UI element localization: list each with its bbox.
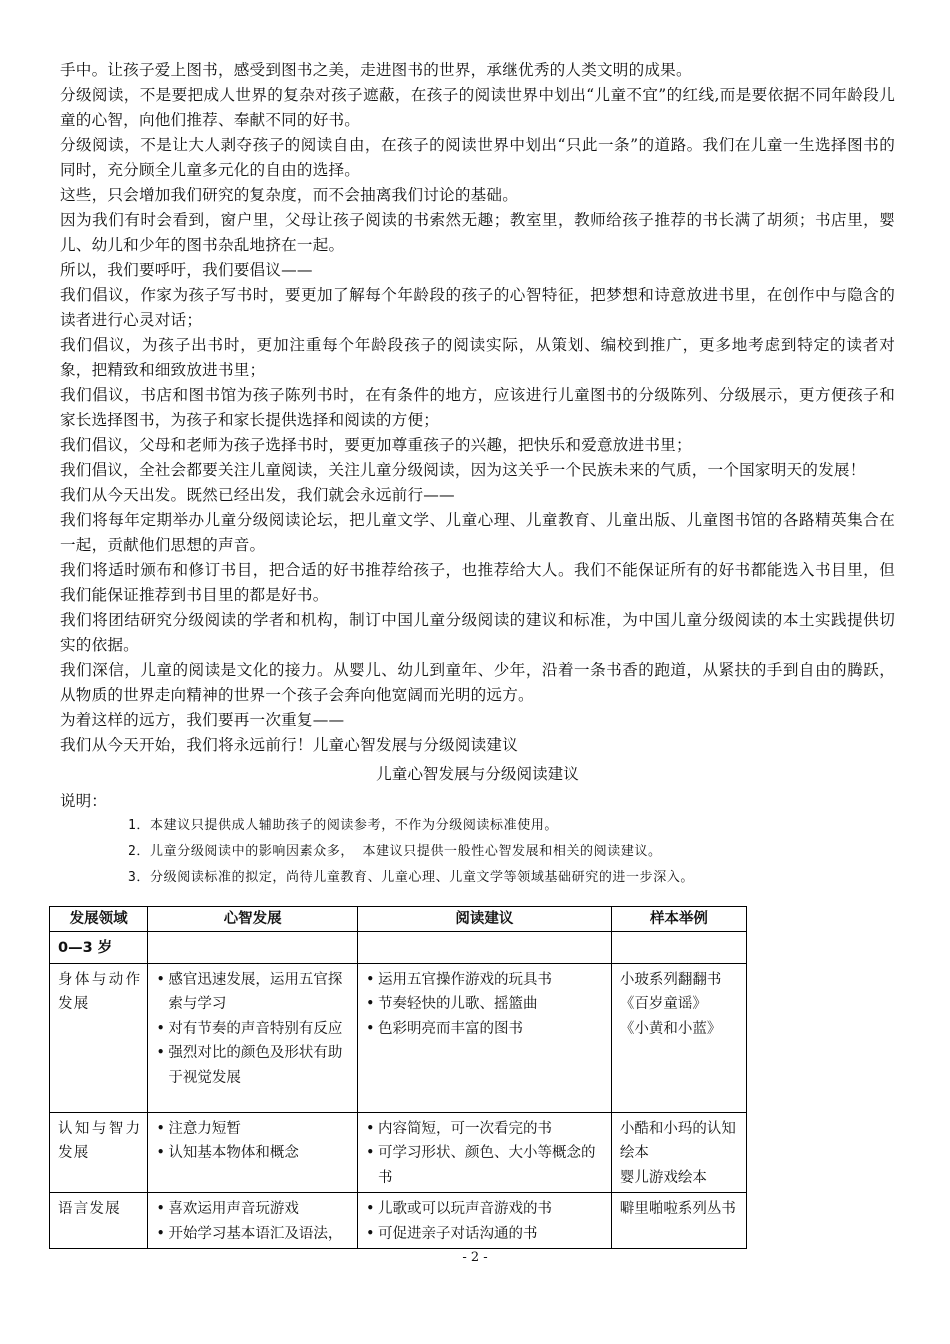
empty-cell [357,932,611,964]
body-text [60,58,895,758]
paragraph: 分级阅读，不是要把成人世界的复杂对孩子遮蔽，在孩子的阅读世界中划出“儿童不宜”的红线,而是要依据不同年龄段儿童的心智，向他们推荐、奉献不同的好书。 [60,86,895,129]
list-item: • 认知基本物体和概念 [156,1141,351,1166]
list-item: • 感官迅速发展，运用五官探索与学习 [156,968,351,1017]
paragraph: 所以，我们要呼吁，我们要倡议—— [60,261,313,279]
sample-item: 《小黄和小蓝》 [619,1020,722,1037]
list-item: • 节奏轻快的儿歌、摇篮曲 [366,992,605,1017]
reading-advice-table [49,906,747,1249]
list-item: • 可学习形状、颜色、大小等概念的书 [366,1141,605,1190]
list-item: • 儿歌或可以玩声音游戏的书 [366,1197,605,1222]
mind-cell [148,963,358,1112]
paragraph: 手中。让孩子爱上图书，感受到图书之美，走进图书的世界，承继优秀的人类文明的成果。 [60,61,692,79]
sample-cell [611,963,746,1112]
empty-cell [611,932,746,964]
reading-cell [357,963,611,1112]
header-mental-development: 心智发展 [148,907,358,932]
list-item: • 色彩明亮而丰富的图书 [366,1017,605,1042]
note-item: 3．分级阅读标准的拟定，尚待儿童教育、儿童心理、儿童文学等领域基础研究的进一步深入。 [128,870,695,885]
mind-cell [148,1193,358,1249]
paragraph: 我们倡议，全社会都要关注儿童阅读，关注儿童分级阅读，因为这关乎一个民族未来的气质，一个国家明天的发展！ [60,461,866,479]
list-item: • 注意力短暂 [156,1117,351,1142]
table-row [50,1112,747,1193]
list-item: • 对有节奏的声音特别有反应 [156,1017,351,1042]
paragraph: 为着这样的远方，我们要再一次重复—— [60,711,345,729]
reading-cell [357,1112,611,1193]
paragraph: 我们从今天出发。既然已经出发，我们就会永远前行—— [60,486,455,504]
age-group-label: 0—3 岁 [50,932,148,964]
list-item: • 开始学习基本语汇及语法， [156,1222,351,1247]
area-cell: 身体与动作发展 [50,963,148,1112]
age-group-row [50,932,747,964]
list-item: • 可促进亲子对话沟通的书 [366,1222,605,1247]
paragraph: 我们倡议，父母和老师为孩子选择书时，要更加尊重孩子的兴趣，把快乐和爱意放进书里； [60,436,692,454]
sample-item: 婴儿游戏绘本 [619,1169,707,1186]
paragraph: 分级阅读，不是让大人剥夺孩子的阅读自由，在孩子的阅读世界中划出“只此一条”的道路。我们在儿童一生选择图书的同时，充分顾全儿童多元化的自由的选择。 [60,136,895,179]
list-item: • 内容简短，可一次看完的书 [366,1117,605,1142]
note-item: 2．儿童分级阅读中的影响因素众多， 本建议只提供一般性心智发展和相关的阅读建议。 [128,844,662,859]
sample-item: 《百岁童谣》 [619,996,707,1012]
table-row [50,1193,747,1249]
paragraph: 我们将团结研究分级阅读的学者和机构，制订中国儿童分级阅读的建议和标准，为中国儿童分级阅读的本土实践提供切实的依据。 [60,611,895,654]
paragraph: 我们将每年定期举办儿童分级阅读论坛，把儿童文学、儿童心理、儿童教育、儿童出版、儿童图书馆的各路精英集合在一起，贡献他们思想的声音。 [60,511,895,554]
sample-item: 小玻系列翻翻书 [619,971,722,988]
document-title: 儿童心智发展与分级阅读建议 [376,765,579,783]
paragraph: 我们倡议，作家为孩子写书时，要更加了解每个年龄段的孩子的心智特征，把梦想和诗意放进书里，在创作中与隐含的读者进行心灵对话； [60,286,895,329]
sample-cell [611,1112,746,1193]
sample-item: 噼里啪啦系列丛书 [619,1201,736,1217]
area-cell: 语言发展 [50,1193,148,1249]
page-number: - 2 - [462,1250,488,1265]
table-row [50,963,747,1112]
paragraph: 我们从今天开始，我们将永远前行！儿童心智发展与分级阅读建议 [60,736,519,754]
note-item: 1．本建议只提供成人辅助孩子的阅读参考，不作为分级阅读标准使用。 [128,818,559,833]
header-sample-examples: 样本举例 [611,907,746,932]
paragraph: 我们倡议，为孩子出书时，更加注重每个年龄段孩子的阅读实际，从策划、编校到推广，更多地考虑到特定的读者对象，把精致和细致放进书里； [60,336,895,379]
empty-cell [148,932,358,964]
header-development-area: 发展领域 [50,907,148,932]
table-header-row [50,907,747,932]
paragraph: 我们将适时颁布和修订书目，把合适的好书推荐给孩子，也推荐给大人。我们不能保证所有的好书都能选入书目里，但我们能保证推荐到书目里的都是好书。 [60,561,895,604]
header-reading-advice: 阅读建议 [357,907,611,932]
area-cell: 认知与智力发展 [50,1112,148,1193]
list-item: • 喜欢运用声音玩游戏 [156,1197,351,1222]
list-item: • 强烈对比的颜色及形状有助于视觉发展 [156,1041,351,1090]
paragraph: 这些，只会增加我们研究的复杂度，而不会抽离我们讨论的基础。 [60,186,519,204]
notes-label: 说明： [60,792,107,810]
sample-item: 小酷和小玛的认知绘本 [619,1120,736,1161]
document-page [60,58,895,891]
sample-cell [611,1193,746,1249]
list-item: • 运用五官操作游戏的玩具书 [366,968,605,993]
reading-cell [357,1193,611,1249]
mind-cell [148,1112,358,1193]
paragraph: 因为我们有时会看到，窗户里，父母让孩子阅读的书索然无趣；教室里，教师给孩子推荐的书长满了胡须；书店里，婴儿、幼儿和少年的图书杂乱地挤在一起。 [60,211,895,254]
paragraph: 我们深信，儿童的阅读是文化的接力。从婴儿、幼儿到童年、少年，沿着一条书香的跑道，从紧扶的手到自由的腾跃，从物质的世界走向精神的世界一个孩子会奔向他宽阔而光明的远方。 [60,661,895,704]
paragraph: 我们倡议，书店和图书馆为孩子陈列书时，在有条件的地方，应该进行儿童图书的分级陈列、分级展示，更方便孩子和家长选择图书，为孩子和家长提供选择和阅读的方便； [60,386,895,429]
